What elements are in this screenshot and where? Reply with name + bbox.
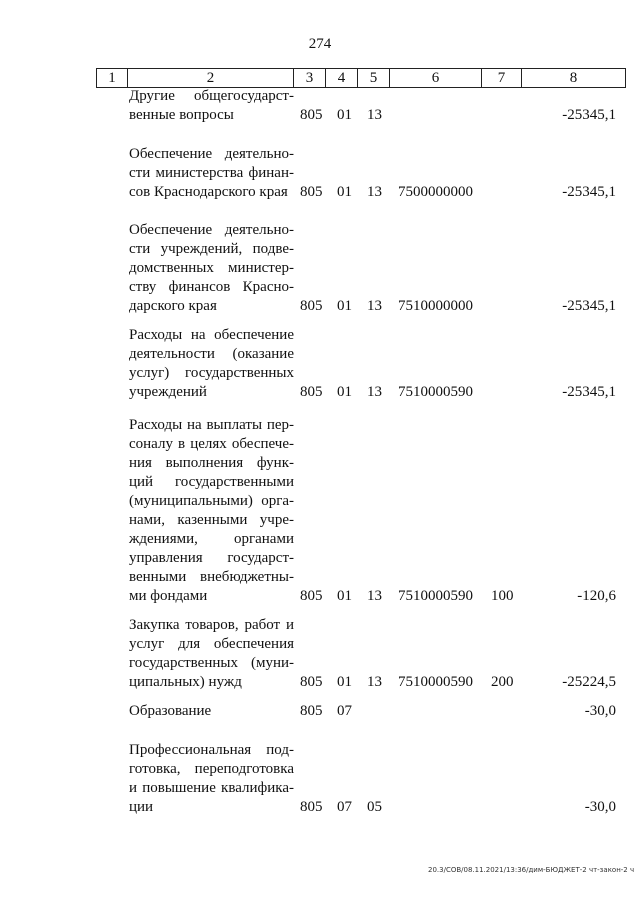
header-col-8: 8 [521, 69, 625, 87]
description-line: Обеспечение деятельно- [129, 146, 294, 162]
description-line: венные вопросы [129, 107, 234, 123]
cell-c6: 7510000000 [398, 298, 473, 314]
cell-c4: 01 [337, 298, 352, 314]
description-line: ждениями, органами [129, 531, 294, 547]
cell-c3: 805 [300, 799, 323, 815]
cell-c7: 200 [491, 674, 514, 690]
description-line: Обеспечение деятельно- [129, 222, 294, 238]
cell-c5: 13 [367, 184, 382, 200]
description-line: соналу в целях обеспече- [129, 436, 294, 452]
cell-c5: 13 [367, 588, 382, 604]
description-line: ций государственными [129, 474, 294, 490]
description-line: ми фондами [129, 588, 208, 604]
description-line: и повышение квалифика- [129, 780, 294, 796]
description-line: сти учреждений, подве- [129, 241, 294, 257]
cell-c8: -120,6 [577, 588, 616, 604]
cell-c6: 7510000590 [398, 588, 473, 604]
cell-c6: 7510000590 [398, 384, 473, 400]
row-description [129, 87, 294, 125]
description-line: ции [129, 799, 154, 815]
description-line: (муниципальными) орга- [129, 493, 294, 509]
cell-c3: 805 [300, 703, 323, 719]
cell-c4: 01 [337, 107, 352, 123]
description-line: ству финансов Красно- [129, 279, 294, 295]
cell-c5: 13 [367, 384, 382, 400]
description-line: дарского края [129, 298, 217, 314]
row-description [129, 416, 294, 606]
cell-c8: -30,0 [584, 799, 616, 815]
description-line: Закупка товаров, работ и [129, 617, 294, 633]
footer-stamp: 20.3/СОВ/08.11.2021/13:36/дим-БЮДЖЕТ-2 чт-закон-2 ч [428, 866, 635, 874]
page-number: 274 [308, 36, 332, 52]
header-col-1: 1 [108, 70, 116, 86]
cell-c4: 01 [337, 588, 352, 604]
cell-c4: 01 [337, 384, 352, 400]
description-line: Расходы на выплаты пер- [129, 417, 294, 433]
description-line: ципальных) нужд [129, 674, 242, 690]
cell-c3: 805 [300, 298, 323, 314]
row-description [129, 145, 294, 202]
description-line: управления государст- [129, 550, 294, 566]
cell-c7: 100 [491, 588, 514, 604]
cell-c4: 01 [337, 674, 352, 690]
cell-c3: 805 [300, 184, 323, 200]
cell-c6: 7500000000 [398, 184, 473, 200]
description-line: венными внебюджетны- [129, 569, 294, 585]
description-line: деятельности (оказание [129, 346, 294, 362]
cell-c3: 805 [300, 107, 323, 123]
row-description [129, 741, 294, 817]
header-col-3: 3 [293, 69, 325, 87]
description-line: Профессиональная под- [129, 742, 294, 758]
cell-c5: 05 [367, 799, 382, 815]
row-description [129, 616, 294, 692]
description-line: услуг для обеспечения [129, 636, 294, 652]
description-line: ния выполнения функ- [129, 455, 294, 471]
cell-c5: 13 [367, 674, 382, 690]
cell-c4: 07 [337, 703, 352, 719]
description-line: Образование [129, 703, 212, 719]
cell-c5: 13 [367, 298, 382, 314]
cell-c3: 805 [300, 674, 323, 690]
cell-c3: 805 [300, 588, 323, 604]
description-line: услуг) государственных [129, 365, 294, 381]
cell-c6: 7510000590 [398, 674, 473, 690]
table-header [96, 68, 626, 88]
header-col-4: 4 [325, 69, 357, 87]
cell-c8: -25345,1 [562, 107, 616, 123]
description-line: домственных министер- [129, 260, 294, 276]
cell-c4: 01 [337, 184, 352, 200]
cell-c8: -25345,1 [562, 184, 616, 200]
header-col-5: 5 [357, 69, 389, 87]
header-col-7: 7 [481, 69, 521, 87]
description-line: готовка, переподготовка [129, 761, 294, 777]
cell-c8: -25345,1 [562, 298, 616, 314]
row-description [129, 221, 294, 316]
cell-c8: -25345,1 [562, 384, 616, 400]
cell-c8: -30,0 [584, 703, 616, 719]
description-line: Расходы на обеспечение [129, 327, 294, 343]
cell-c8: -25224,5 [562, 674, 616, 690]
header-col-6: 6 [389, 69, 481, 87]
description-line: учреждений [129, 384, 207, 400]
description-line: Другие общегосударст- [129, 88, 294, 104]
description-line: государственных (муни- [129, 655, 294, 671]
cell-c5: 13 [367, 107, 382, 123]
description-line: нами, казенными учре- [129, 512, 294, 528]
row-description [129, 702, 294, 721]
cell-c4: 07 [337, 799, 352, 815]
cell-c3: 805 [300, 384, 323, 400]
description-line: сти министерства финан- [129, 165, 294, 181]
description-line: сов Краснодарского края [129, 184, 288, 200]
header-col-2: 2 [127, 69, 293, 87]
row-description [129, 326, 294, 402]
